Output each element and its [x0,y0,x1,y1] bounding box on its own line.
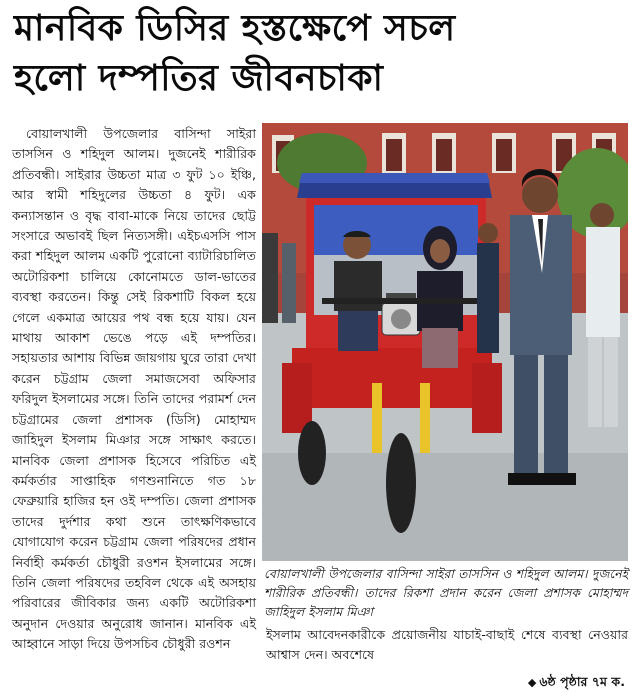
headline [14,4,629,104]
photo-caption: বোয়ালখালী উপজেলার বাসিন্দা সাইরা তাসসিন ও শহিদুল আলম। দুজনেই শারীরিক প্রতিবন্ধী। তাদের রিকশা প্রদান করেন জেলা প্রশাসক মোহাম্মদ জাহিদুল ইসলাম মিঞা [264,567,628,619]
article-continuation [266,625,628,666]
headline-line-2: হলো দম্পতির জীবনচাকা [14,58,384,99]
continued-on-text: ৬ষ্ঠ পৃষ্ঠার ৭ম ক. [539,674,625,689]
news-photo [262,123,628,561]
article-body [12,124,256,655]
diamond-bullet-icon: ◆ [527,676,537,689]
continuation-text: ইসলাম আবেদনকারীকে প্রয়োজনীয় যাচাই-বাছাই শেষে ব্যবস্থা নেওয়ার আশ্বাস দেন। অবশেষে [266,627,628,663]
continued-on-label [528,672,625,693]
headline-line-1: মানবিক ডিসির হস্তক্ষেপে সচল [14,8,456,49]
photo-illustration [262,123,628,561]
article-paragraph: বোয়ালখালী উপজেলার বাসিন্দা সাইরা তাসসিন ও শহিদুল আলম। দুজনেই শারীরিক প্রতিবন্ধী। সাইরার উচ্চতা মাত্র ৩ ফুট ১০ ইঞ্চি, আর স্বামী শহিদুলের উচ্চতা ৪ ফুট। এক কন্যাসন্তান ও বৃদ্ধ বাবা-মাকে নিয়ে তাদের ছোট্ট সংসারে অভাবই ছিল নিত্যসঙ্গী। এইচএসসি পাস করা শহিদুল আলম একটি পুরোনো ব্যাটারিচালিত অটোরিকশা চালিয়ে কোনোমতে ডাল-ভাতের ব্যবস্থা করতেন। কিন্তু সেই রিকশাটি বিকল হয়ে গেলে একমাত্র আয়ের পথ বন্ধ হয়ে যায়। যেন মাথায় আকাশ ভেঙে পড়ে এই দম্পতির। সহায়তার আশায় বিভিন্ন জায়গায় ঘুরে তারা দেখা করেন চট্টগ্রাম জেলা সমাজসেবা অফিসার ফরিদুল ইসলামের সঙ্গে। তিনি তাদের পরামর্শ দেন চট্টগ্রামের জেলা প্রশাসক (ডিসি) মোহাম্মদ জাহিদুল ইসলাম মিঞার সঙ্গে সাক্ষাৎ করতে। মানবিক জেলা প্রশাসক হিসেবে পরিচিত এই কর্মকর্তার সাপ্তাহিক গণশুনানিতে গত ১৮ ফেব্রুয়ারি হাজির হন ওই দম্পতি। জেলা প্রশাসক তাদের দুর্দশার কথা শুনে তাৎক্ষণিকভাবে যোগাযোগ করেন চট্টগ্রাম জেলা পরিষদের প্রধান নির্বাহী কর্মকর্তা চৌধুরী রওশন ইসলামের সঙ্গে। তিনি জেলা পরিষদের তহবিল থেকে এই অসহায় পরিবারের জীবিকার জন্য একটি অটোরিকশা অনুদান দেওয়ার অনুরোধ জানান। মানবিক এই আহ্বানে সাড়া দিয়ে উপসচিব চৌধুরী রওশন [12,126,256,652]
